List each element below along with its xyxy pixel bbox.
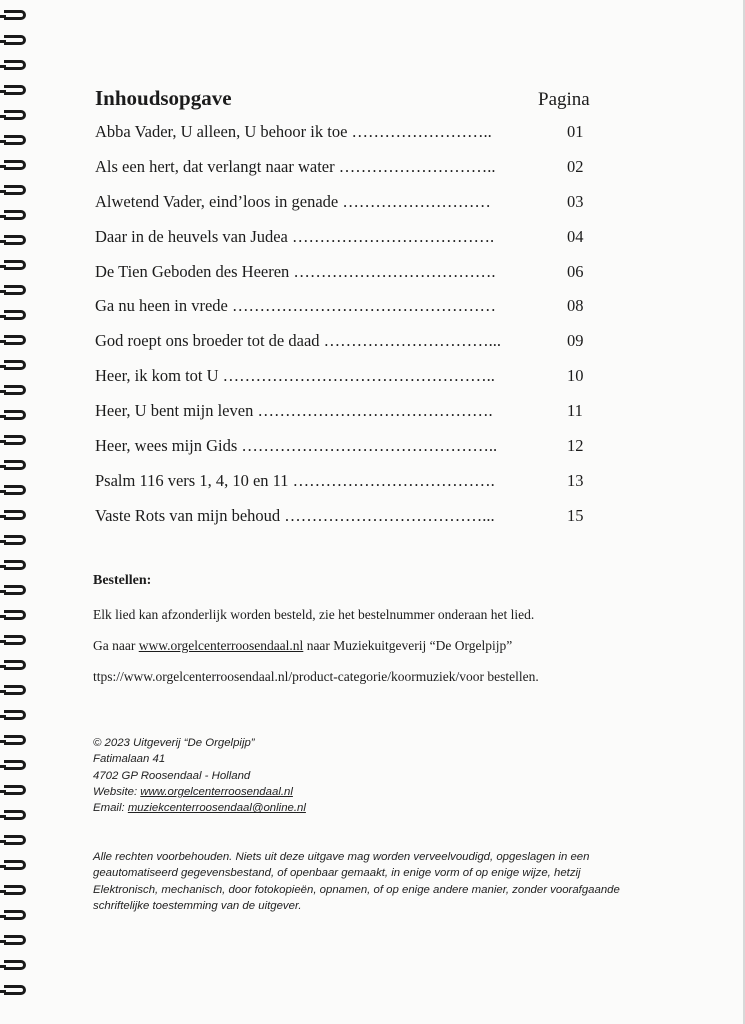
spiral-coil: [4, 310, 26, 320]
spiral-coil: [4, 210, 26, 220]
toc-row: [95, 227, 595, 262]
spiral-coil: [4, 10, 26, 20]
address-city: 4702 GP Roosendaal - Holland: [93, 769, 251, 782]
spiral-coil: [4, 785, 26, 795]
imprint-website-link[interactable]: www.orgelcenterroosendaal.nl: [140, 785, 293, 798]
spiral-coil: [4, 835, 26, 845]
spiral-coil: [4, 610, 26, 620]
toc-entry-title: Heer, ik kom tot U …………………………………………..: [95, 366, 495, 386]
spiral-coil: [4, 160, 26, 170]
toc-row: [95, 296, 595, 331]
spiral-coil: [4, 735, 26, 745]
spiral-coil: [4, 910, 26, 920]
toc-row: [95, 506, 595, 541]
toc-row: [95, 401, 595, 436]
spiral-coil: [4, 410, 26, 420]
toc-entry-title: Abba Vader, U alleen, U behoor ik toe ……………………..: [95, 122, 492, 141]
spiral-coil: [4, 235, 26, 245]
spiral-coil: [4, 985, 26, 995]
toc-page-column-header: Pagina: [538, 89, 590, 110]
website-line: [93, 784, 693, 800]
table-of-contents: [95, 86, 595, 541]
toc-entry-page: 12: [567, 436, 584, 456]
spiral-coil: [4, 385, 26, 395]
toc-row: [95, 366, 595, 401]
toc-entries: [95, 122, 595, 541]
toc-entry-title: Psalm 116 vers 1, 4, 10 en 11 ……………………………….: [95, 470, 495, 490]
spiral-coil: [4, 60, 26, 70]
toc-entry-title: Heer, U bent mijn leven …………………………………….: [95, 401, 493, 421]
toc-entry-page: 09: [567, 331, 584, 351]
rights-notice: [93, 849, 693, 914]
spiral-coil: [4, 510, 26, 520]
toc-entry-page: 01: [567, 122, 584, 141]
spiral-coil: [4, 560, 26, 570]
email-link[interactable]: muziekcenterroosendaal@online.nl: [127, 802, 306, 815]
toc-entry-title: De Tien Geboden des Heeren ……………………………….: [95, 261, 496, 281]
spiral-coil: [4, 35, 26, 45]
copyright-line: © 2023 Uitgeverij “De Orgelpijp”: [93, 737, 255, 749]
spiral-coil: [4, 335, 26, 345]
spiral-coil: [4, 460, 26, 470]
toc-entry-page: 08: [567, 296, 584, 316]
toc-entry-title: Daar in de heuvels van Judea ……………………………….: [95, 226, 495, 246]
spiral-coil: [4, 260, 26, 270]
rights-line-3: Elektronisch, mechanisch, door fotokopieën, opnamen, of op enige andere manier, zonder voorafgaande: [93, 883, 620, 896]
toc-entry-title: Vaste Rots van mijn behoud ………………………………...: [95, 505, 495, 525]
spiral-coil: [4, 810, 26, 820]
toc-entry-title: Heer, wees mijn Gids ………………………………………..: [95, 436, 498, 456]
spiral-coil: [4, 535, 26, 545]
spiral-coil: [4, 960, 26, 970]
email-label: Email:: [93, 802, 128, 815]
spiral-coil: [4, 185, 26, 195]
spiral-coil: [4, 935, 26, 945]
toc-entry-page: 06: [567, 261, 584, 281]
toc-entry-page: 13: [567, 470, 584, 490]
spiral-coil: [4, 360, 26, 370]
toc-row: [95, 331, 595, 366]
rights-line-1: Alle rechten voorbehouden. Niets uit deze uitgave mag worden verveelvoudigd, opgeslagen in een: [93, 851, 590, 863]
order-line-2-suffix: naar Muziekuitgeverij “De Orgelpijp”: [303, 638, 513, 653]
rights-line-2: geautomatiseerd gegevensbestand, of openbaar gemaakt, in enige vorm of op enige wijze, hetzij: [93, 867, 581, 880]
spiral-coil: [4, 885, 26, 895]
publisher-imprint: [93, 735, 693, 816]
toc-row: [95, 262, 595, 297]
order-title: Bestellen:: [93, 573, 152, 588]
toc-title: Inhoudsopgave: [95, 86, 232, 110]
toc-entry-page: 10: [567, 366, 584, 386]
spiral-coil: [4, 85, 26, 95]
order-line-1: Elk lied kan afzonderlijk worden besteld, zie het bestelnummer onderaan het lied.: [93, 607, 535, 622]
spiral-coil: [4, 710, 26, 720]
spiral-coil: [4, 685, 26, 695]
order-line-2: [93, 638, 693, 653]
toc-row: [95, 471, 595, 506]
toc-row: [95, 436, 595, 471]
toc-entry-page: 04: [567, 226, 584, 246]
spiral-coil: [4, 760, 26, 770]
toc-header: [95, 86, 595, 122]
toc-row: [95, 122, 595, 157]
toc-entry-page: 03: [567, 191, 584, 211]
toc-entry-page: 02: [567, 156, 584, 176]
website-link[interactable]: www.orgelcenterroosendaal.nl: [138, 638, 304, 653]
spiral-coil: [4, 135, 26, 145]
spiral-coil: [4, 435, 26, 445]
spiral-binding: [0, 10, 34, 1010]
rights-line-4: schriftelijke toestemming van de uitgever.: [93, 899, 302, 912]
spiral-coil: [4, 635, 26, 645]
order-line-3: ttps://www.orgelcenterroosendaal.nl/product-categorie/koormuziek/voor bestellen.: [93, 669, 539, 684]
toc-row: [95, 157, 595, 192]
toc-row: [95, 192, 595, 227]
address-street: Fatimalaan 41: [93, 753, 166, 766]
spiral-coil: [4, 860, 26, 870]
website-label: Website:: [93, 785, 141, 798]
order-section: [93, 573, 693, 700]
spiral-coil: [4, 585, 26, 595]
spiral-coil: [4, 660, 26, 670]
toc-entry-page: 15: [567, 505, 584, 525]
spiral-coil: [4, 485, 26, 495]
toc-entry-title: God roept ons broeder tot de daad …………………………...: [95, 331, 502, 351]
toc-entry-title: Ga nu heen in vrede …………………………………………: [95, 296, 496, 316]
spiral-coil: [4, 110, 26, 120]
toc-entry-page: 11: [567, 401, 583, 421]
spiral-coil: [4, 285, 26, 295]
toc-entry-title: Als een hert, dat verlangt naar water ………………………..: [95, 156, 496, 176]
order-line-2-prefix: Ga naar: [93, 638, 139, 653]
email-line: [93, 800, 693, 816]
toc-entry-title: Alwetend Vader, eind’loos in genade ………………………: [95, 191, 491, 211]
